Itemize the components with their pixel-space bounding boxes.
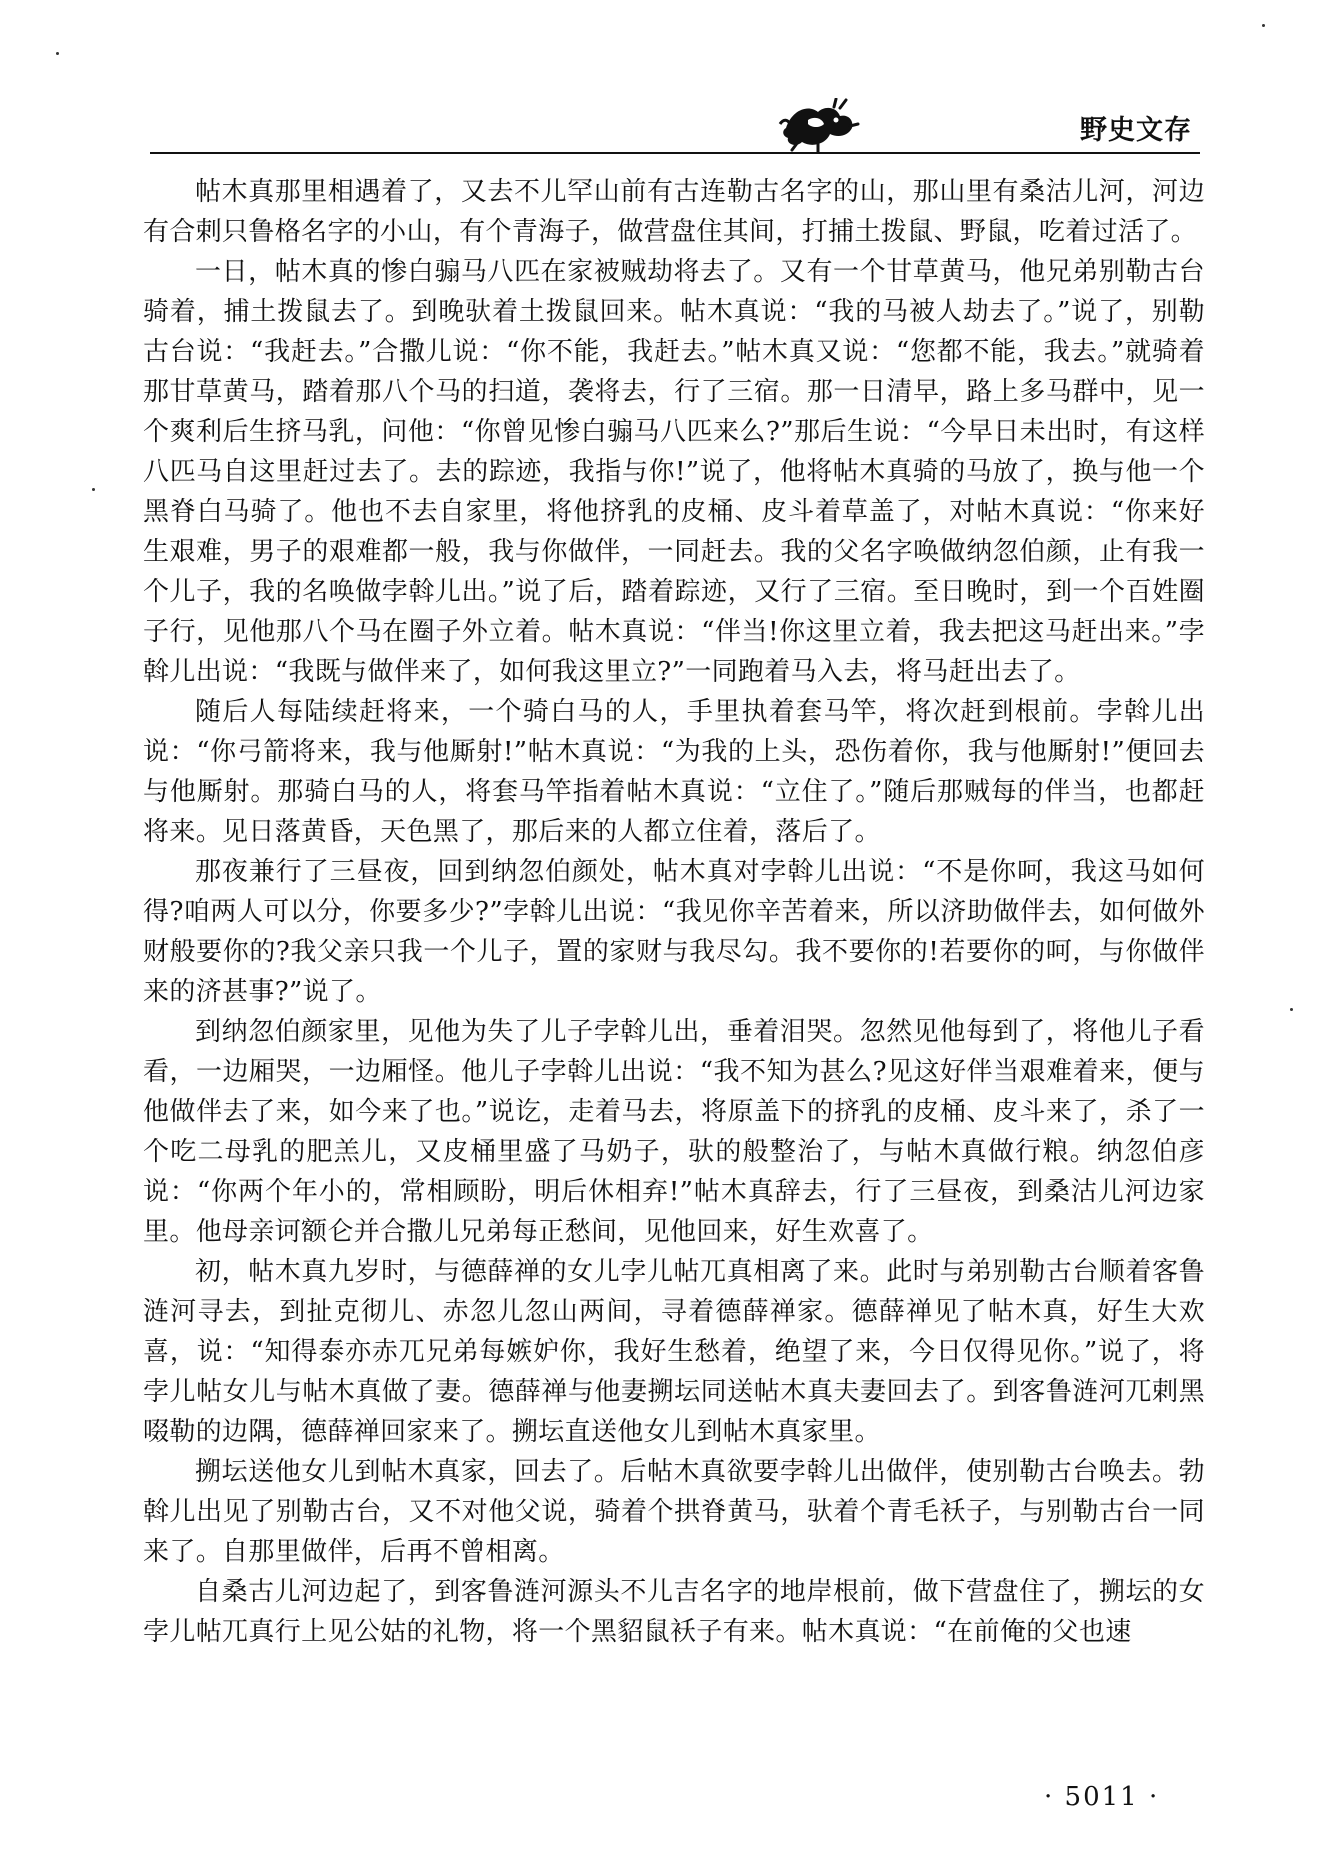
paragraph: 帖木真那里相遇着了，又去不儿罕山前有古连勒古名字的山，那山里有桑沽儿河，河边有合剌只鲁格名字的小山，有个青海子，做营盘住其间，打捕土拨鼠、野鼠，吃着过活了。 (143, 177, 1205, 247)
dragon-emblem-icon (778, 98, 860, 152)
scan-speck (1262, 24, 1265, 27)
page-header (150, 90, 1200, 152)
scan-speck (56, 52, 59, 55)
series-title: 野史文存 (1080, 115, 1192, 146)
paragraph: 到纳忽伯颜家里，见他为失了儿子孛斡儿出，垂着泪哭。忽然见他每到了，将他儿子看看，一边厢哭，一边厢怪。他儿子孛斡儿出说：“我不知为甚么?见这好伴当艰难着来，便与他做伴去了来，如今来了也。”说讫，走着马去，将原盖下的挤乳的皮桶、皮斗来了，杀了一个吃二母乳的肥羔儿，又皮桶里盛了马奶子，驮的般整治了，与帖木真做行粮。纳忽伯彦说：“你两个年小的，常相顾盼，明后休相弃!”帖木真辞去，行了三昼夜，到桑沽儿河边家里。他母亲诃额仑并合撒儿兄弟每正愁间，见他回来，好生欢喜了。 (143, 1017, 1205, 1247)
paragraph: 那夜兼行了三昼夜，回到纳忽伯颜处，帖木真对孛斡儿出说：“不是你呵，我这马如何得?咱两人可以分，你要多少?”孛斡儿出说：“我见你辛苦着来，所以济助做伴去，如何做外财般要你的?我父亲只我一个儿子，置的家财与我尽勾。我不要你的!若要你的呵，与你做伴来的济甚事?”说了。 (143, 857, 1205, 1007)
scan-speck (92, 488, 95, 491)
scan-speck (1290, 1008, 1293, 1011)
paragraph: 初，帖木真九岁时，与德薛禅的女儿孛儿帖兀真相离了来。此时与弟别勒古台顺着客鲁涟河寻去，到扯克彻儿、赤忽儿忽山两间，寻着德薛禅家。德薛禅见了帖木真，好生大欢喜，说：“知得泰亦赤兀兄弟每嫉妒你，我好生愁着，绝望了来，今日仅得见你。”说了，将孛儿帖女儿与帖木真做了妻。德薛禅与他妻搠坛同送帖木真夫妻回去了。到客鲁涟河兀剌黑啜勒的边隅，德薛禅回家来了。搠坛直送他女儿到帖木真家里。 (143, 1257, 1205, 1447)
paragraph: 随后人每陆续赶将来，一个骑白马的人，手里执着套马竿，将次赶到根前。孛斡儿出说：“你弓箭将来，我与他厮射!”帖木真说：“为我的上头，恐伤着你，我与他厮射!”便回去与他厮射。那骑白马的人，将套马竿指着帖木真说：“立住了。”随后那贼每的伴当，也都赶将来。见日落黄昏，天色黑了，那后来的人都立住着，落后了。 (143, 697, 1205, 847)
article-body (143, 172, 1205, 1652)
page-number: · 5011 · (1044, 1782, 1160, 1812)
paragraph: 搠坛送他女儿到帖木真家，回去了。后帖木真欲要孛斡儿出做伴，使别勒古台唤去。勃斡儿出见了别勒古台，又不对他父说，骑着个拱脊黄马，驮着个青毛袄子，与别勒古台一同来了。自那里做伴，后再不曾相离。 (143, 1457, 1205, 1567)
header-divider (150, 152, 1200, 154)
paragraph: 一日，帖木真的惨白骟马八匹在家被贼劫将去了。又有一个甘草黄马，他兄弟别勒古台骑着，捕土拨鼠去了。到晚驮着土拨鼠回来。帖木真说：“我的马被人劫去了。”说了，别勒古台说：“我赶去。”合撒儿说：“你不能，我赶去。”帖木真又说：“您都不能，我去。”就骑着那甘草黄马，踏着那八个马的扫道，袭将去，行了三宿。那一日清早，路上多马群中，见一个爽利后生挤马乳，问他：“你曾见惨白骟马八匹来么?”那后生说：“今早日未出时，有这样八匹马自这里赶过去了。去的踪迹，我指与你!”说了，他将帖木真骑的马放了，换与他一个黑脊白马骑了。他也不去自家里，将他挤乳的皮桶、皮斗着草盖了，对帖木真说：“你来好生艰难，男子的艰难都一般，我与你做伴，一同赶去。我的父名字唤做纳忽伯颜，止有我一个儿子，我的名唤做孛斡儿出。”说了后，踏着踪迹，又行了三宿。至日晚时，到一个百姓圈子行，见他那八个马在圈子外立着。帖木真说：“伴当!你这里立着，我去把这马赶出来。”孛斡儿出说：“我既与做伴来了，如何我这里立?”一同跑着马入去，将马赶出去了。 (143, 257, 1205, 687)
paragraph: 自桑古儿河边起了，到客鲁涟河源头不儿吉名字的地岸根前，做下营盘住了，搠坛的女孛儿帖兀真行上见公姑的礼物，将一个黑貂鼠袄子有来。帖木真说：“在前俺的父也速 (143, 1577, 1205, 1647)
